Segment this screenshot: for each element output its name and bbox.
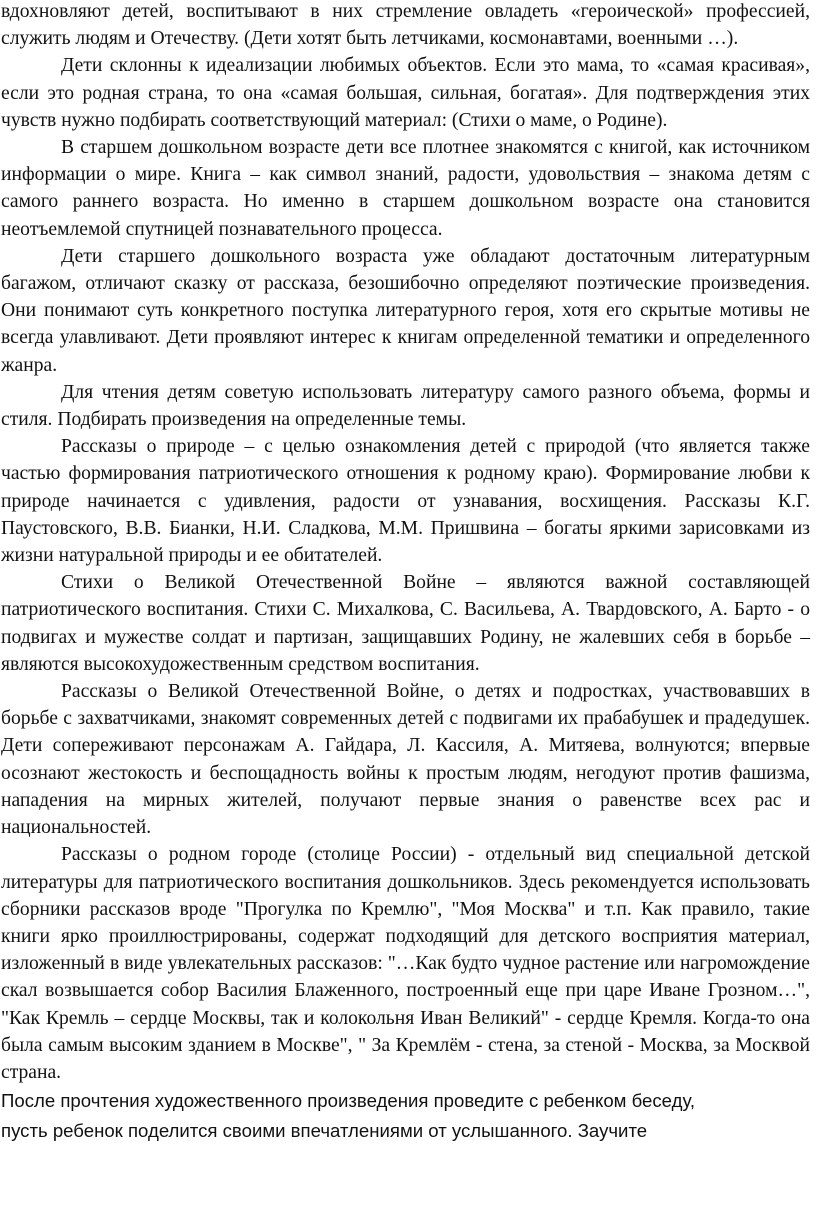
paragraph-nature-stories: Рассказы о природе – с целью ознакомления детей с природой (что является также частью формирования патриотического отношения к родному краю). Формирование любви к природе начинается с удивления, радости от узнавания, восхищения. Рассказы К.Г. Паустовского, В.В. Бианки, Н.И. Сладкова, М.М. Пришвина – богаты яркими зарисовками из жизни натуральной природы и ее обитателей. bbox=[1, 436, 810, 567]
paragraph-war-stories: Рассказы о Великой Отечественной Войне, о детях и подростках, участвовавших в борьбе с захватчиками, знакомят современных детей с подвигами их прабабушек и прадедушек. Дети сопереживают персонажам А. Гайдара, Л. Кассиля, А. Митяева, волнуются; впервые осознают жестокость и беспощадность войны к простым людям, негодуют против фашизма, нападения на мирных жителей, получают первые знания о равенстве всех рас и национальностей. bbox=[1, 681, 810, 839]
paragraph-war-poems: Стихи о Великой Отечественной Войне – являются важной составляющей патриотического воспитания. Стихи С. Михалкова, С. Васильева, А. Твардовского, А. Барто - о подвигах и мужестве солдат и партизан, защищавших Родину, не жалевших себя в борьбе – являются высокохудожественным средством воспитания. bbox=[1, 572, 810, 675]
paragraph-reading-advice: Для чтения детям советую использовать литературу самого разного объема, формы и стиля. Подбирать произведения на определенные темы. bbox=[1, 381, 810, 431]
paragraph-continuation: вдохновляют детей, воспитывают в них стремление овладеть «героической» профессией, служить людям и Отечеству. (Дети хотят быть летчиками, космонавтами, военными …). bbox=[1, 1, 810, 50]
paragraph-idealization: Дети склонны к идеализации любимых объектов. Если это мама, то «самая красивая», если это родная страна, то она «самая большая, сильная, богатая». Для подтверждения этих чувств нужно подбирать соответствующий материал: (Стихи о маме, о Родине). bbox=[1, 55, 810, 131]
paragraph-literary-baggage: Дети старшего дошкольного возраста уже обладают достаточным литературным багажом, отличают сказку от рассказа, безошибочно определяют поэтические произведения. Они понимают суть конкретного поступка литературного героя, хотя его скрытые мотивы не всегда улавливают. Дети проявляют интерес к книгам определенной тематики и определенного жанра. bbox=[1, 245, 810, 376]
closing-line: После прочтения художественного произведения проведите с ребенком беседу, bbox=[1, 1090, 696, 1112]
paragraph-hometown-stories: Рассказы о родном городе (столице России) - отдельный вид специальной детской литературы для патриотического воспитания дошкольников. Здесь рекомендуется использовать сборники рассказов вроде "Прогулка по Кремлю", "Моя Москва" и т.п. Как правило, такие книги ярко проиллюстрированы, содержат подходящий для детского восприятия материал, изложенный в виде увлекательных рассказов: "…Как будто чудное растение или нагромождение скал возвышается собор Василия Блаженного, построенный еще при царе Иване Грозном…", "Как Кремль – сердце Москвы, так и колокольня Иван Великий" - сердце Кремля. Когда-то она была самым высоким зданием в Москве", " За Кремлём - стена, за стеной - Москва, за Москвой страна. bbox=[1, 844, 810, 1083]
closing-line: пусть ребенок поделится своими впечатлениями от услышанного. Заучите bbox=[1, 1120, 648, 1142]
closing-text bbox=[1, 1086, 810, 1146]
paragraph-books-source: В старшем дошкольном возрасте дети все плотнее знакомятся с книгой, как источником информации о мире. Книга – как символ знаний, радости, удовольствия – знакома детям с самого раннего возраста. Но именно в старшем дошкольном возрасте она становится неотъемлемой спутницей познавательного процесса. bbox=[1, 137, 810, 240]
